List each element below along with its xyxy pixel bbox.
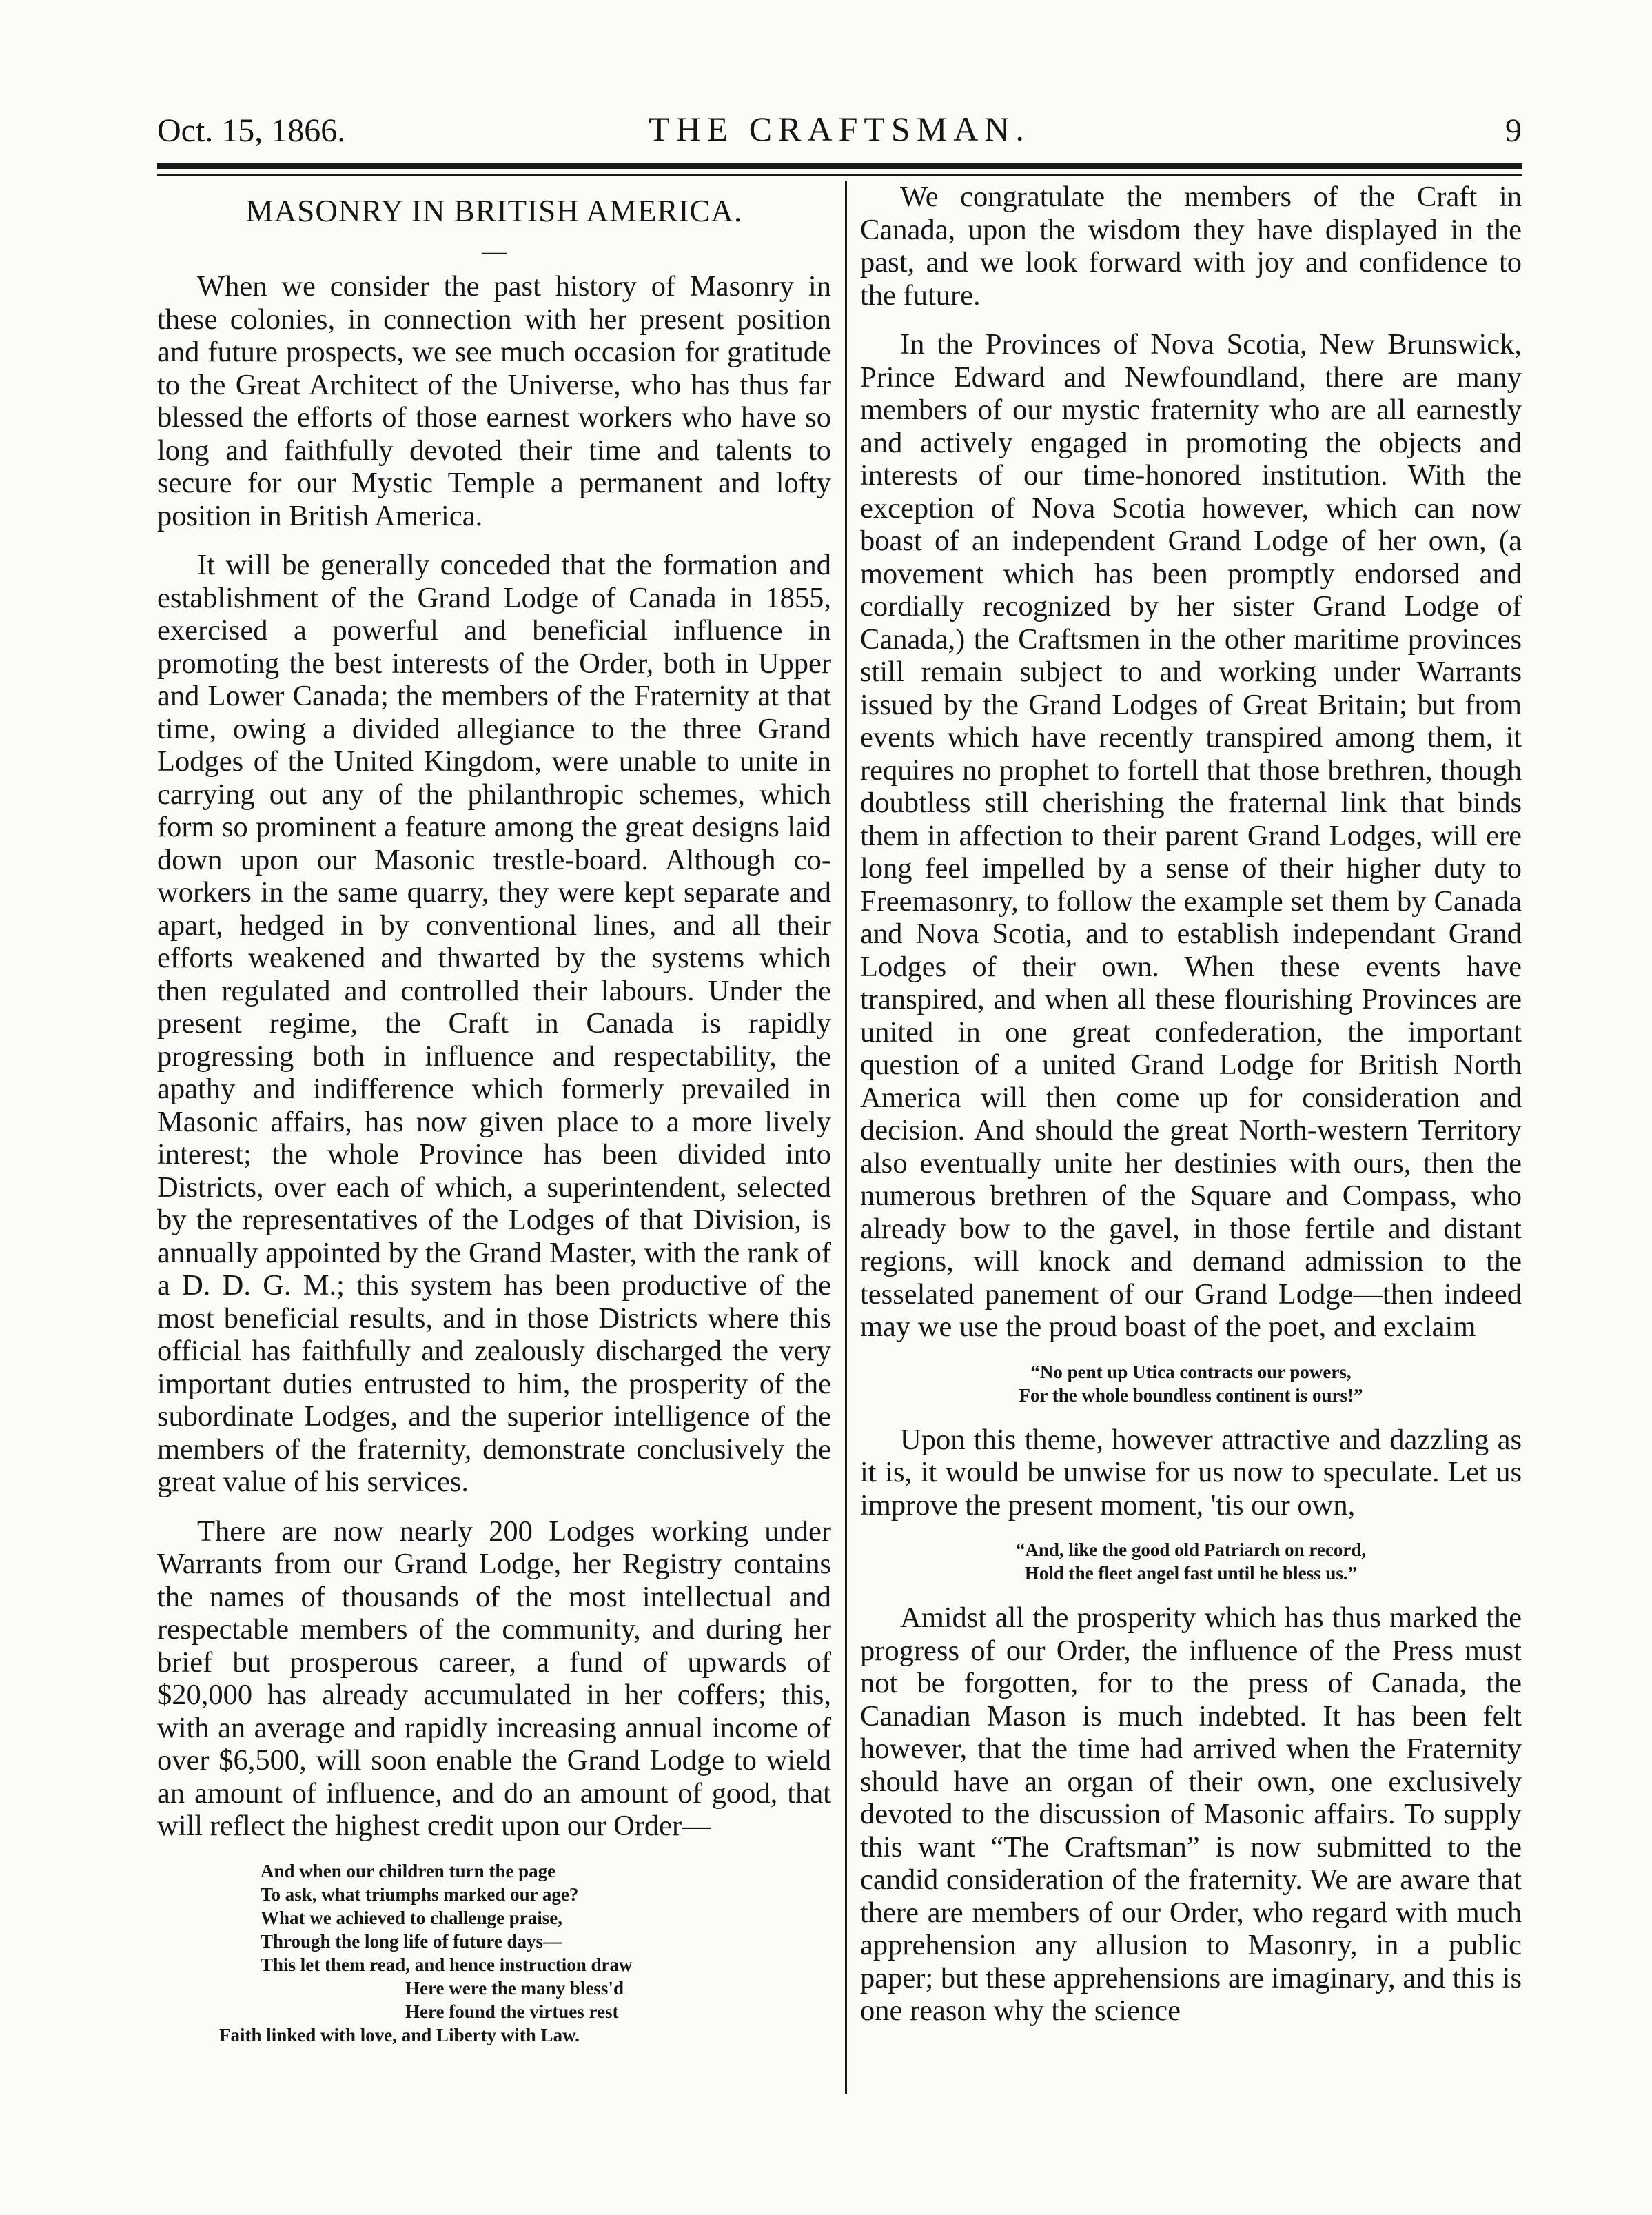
verse-line: Here were the many bless'd: [405, 1977, 624, 1999]
verse-line: And when our children turn the page: [261, 1860, 556, 1881]
verse-quotation: [157, 1859, 831, 2047]
title-dash: —: [482, 237, 507, 265]
verse-line: To ask, what triumphs marked our age?: [261, 1883, 579, 1905]
verse-line: Hold the fleet angel fast until he bless us.”: [1024, 1563, 1358, 1584]
verse-line: What we achieved to challenge praise,: [261, 1907, 562, 1928]
paragraph: In the Provinces of Nova Scotia, New Brunswick, Prince Edward and Newfoundland, there are many members of our mystic fraternity who are all earnestly and actively engaged in promoting the objects and interests of our time-honored institution. With the exception of Nova Scotia however, which can now boast of an independent Grand Lodge of her own, (a movement which has been promptly endorsed and cordially recognized by her sister Grand Lodge of Canada,) the Craftsmen in the other maritime provinces still remain subject to and working under Warrants issued by the Grand Lodges of Great Britain; but from events which have recently transpired among them, it requires no prophet to fortell that those brethren, though doubtless still cherishing the fraternal link that binds them in affection to their parent Grand Lodges, will ere long feel impelled by a sense of their higher duty to Freemasonry, to follow the example set them by Canada and Nova Scotia, and to establish independant Grand Lodges of their own. When these events have transpired, and when all these flourishing Provinces are united in one great confederation, the important question of a united Grand Lodge for British North America will then come up for consideration and decision. And should the great North-western Territory also eventually unite her destinies with ours, then the numerous brethren of the Square and Compass, who already bow to the gavel, in those fertile and distant regions, will knock and demand admission to the tesselated panement of our Grand Lodge—then indeed may we use the proud boast of the poet, and exclaim: [860, 328, 1522, 1343]
header-rule-thick: [157, 163, 1522, 169]
issue-date: Oct. 15, 1866.: [157, 112, 346, 149]
verse-line: Here found the virtues rest: [405, 2001, 619, 2022]
article-title: MASONRY IN BRITISH AMERICA.: [245, 194, 743, 228]
page-header: [157, 103, 1522, 159]
verse-line: Through the long life of future days—: [261, 1930, 562, 1952]
paragraph: Upon this theme, however attractive and dazzling as it is, it would be unwise for us now to speculate. Let us improve the present moment, 'tis our own,: [860, 1423, 1522, 1521]
verse-line: Faith linked with love, and Liberty with Law.: [219, 2024, 580, 2045]
verse-line: “No pent up Utica contracts our powers,: [1030, 1361, 1352, 1382]
column-divider: [845, 181, 847, 2094]
paragraph: When we consider the past history of Masonry in these colonies, in connection with her present position and future prospects, we see much occasion for gratitude to the Great Architect of the Universe, who has thus far blessed the efforts of those earnest workers who have so long and faithfully devoted their time and talents to secure for our Mystic Temple a permanent and lofty position in British America.: [157, 270, 831, 532]
verse-quotation: [860, 1538, 1522, 1585]
paragraph: We congratulate the members of the Craft in Canada, upon the wisdom they have displayed in the past, and we look forward with joy and confidence to the future.: [860, 181, 1522, 312]
verse-line: “And, like the good old Patriarch on record,: [1015, 1539, 1367, 1560]
verse-line: This let them read, and hence instruction draw: [261, 1954, 633, 1975]
left-column: [157, 181, 831, 2104]
verse-line: For the whole boundless continent is ours!”: [1019, 1384, 1363, 1406]
header-rule-thin: [157, 174, 1522, 176]
publication-title: THE CRAFTSMAN.: [649, 110, 1030, 148]
verse-quotation: [860, 1360, 1522, 1407]
paragraph: It will be generally conceded that the formation and establishment of the Grand Lodge of Canada in 1855, exercised a powerful and beneficial influence in promoting the best interests of the Order, both in Upper and Lower Canada; the members of the Fraternity at that time, owing a divided allegiance to the three Grand Lodges of the United Kingdom, were unable to unite in carrying out any of the philanthropic schemes, which form so prominent a feature among the great designs laid down upon our Masonic trestle-board. Although co-workers in the same quarry, they were kept separate and apart, hedged in by conventional lines, and all their efforts weakened and thwarted by the systems which then regulated and controlled their labours. Under the present regime, the Craft in Canada is rapidly progressing both in influence and respectability, the apathy and indifference which formerly prevailed in Masonic affairs, has now given place to a more lively interest; the whole Province has been divided into Districts, over each of which, a superintendent, selected by the representatives of the Lodges of that Division, is annually appointed by the Grand Master, with the rank of a D. D. G. M.; this system has been productive of the most beneficial results, and in those Districts where this official has faithfully and zealously discharged the very important duties entrusted to him, the prosperity of the subordinate Lodges, and the superior intelligence of the members of the fraternity, demonstrate conclusively the great value of his services.: [157, 549, 831, 1498]
paragraph: There are now nearly 200 Lodges working under Warrants from our Grand Lodge, her Registry contains the names of thousands of the most intellectual and respectable members of the community, and during her brief but prosperous career, a fund of upwards of $20,000 has already accumulated in her coffers; this, with an average and rapidly increasing annual income of over $6,500, will soon enable the Grand Lodge to wield an amount of influence, and do an amount of good, that will reflect the highest credit upon our Order—: [157, 1515, 831, 1842]
page-number: 9: [1505, 112, 1522, 149]
right-column: [860, 181, 1522, 2104]
paragraph: Amidst all the prosperity which has thus marked the progress of our Order, the influence of the Press must not be forgotten, for to the press of Canada, the Canadian Mason is much indebted. It has been felt however, that the time had arrived when the Fraternity should have an organ of their own, one exclusively devoted to the discussion of Masonic affairs. To supply this want “The Craftsman” is now submitted to the candid consideration of the fraternity. We are aware that there are members of our Order, who regard with much apprehension any allusion to Masonry, in a public paper; but these apprehensions are imaginary, and this is one reason why the science: [860, 1601, 1522, 2027]
